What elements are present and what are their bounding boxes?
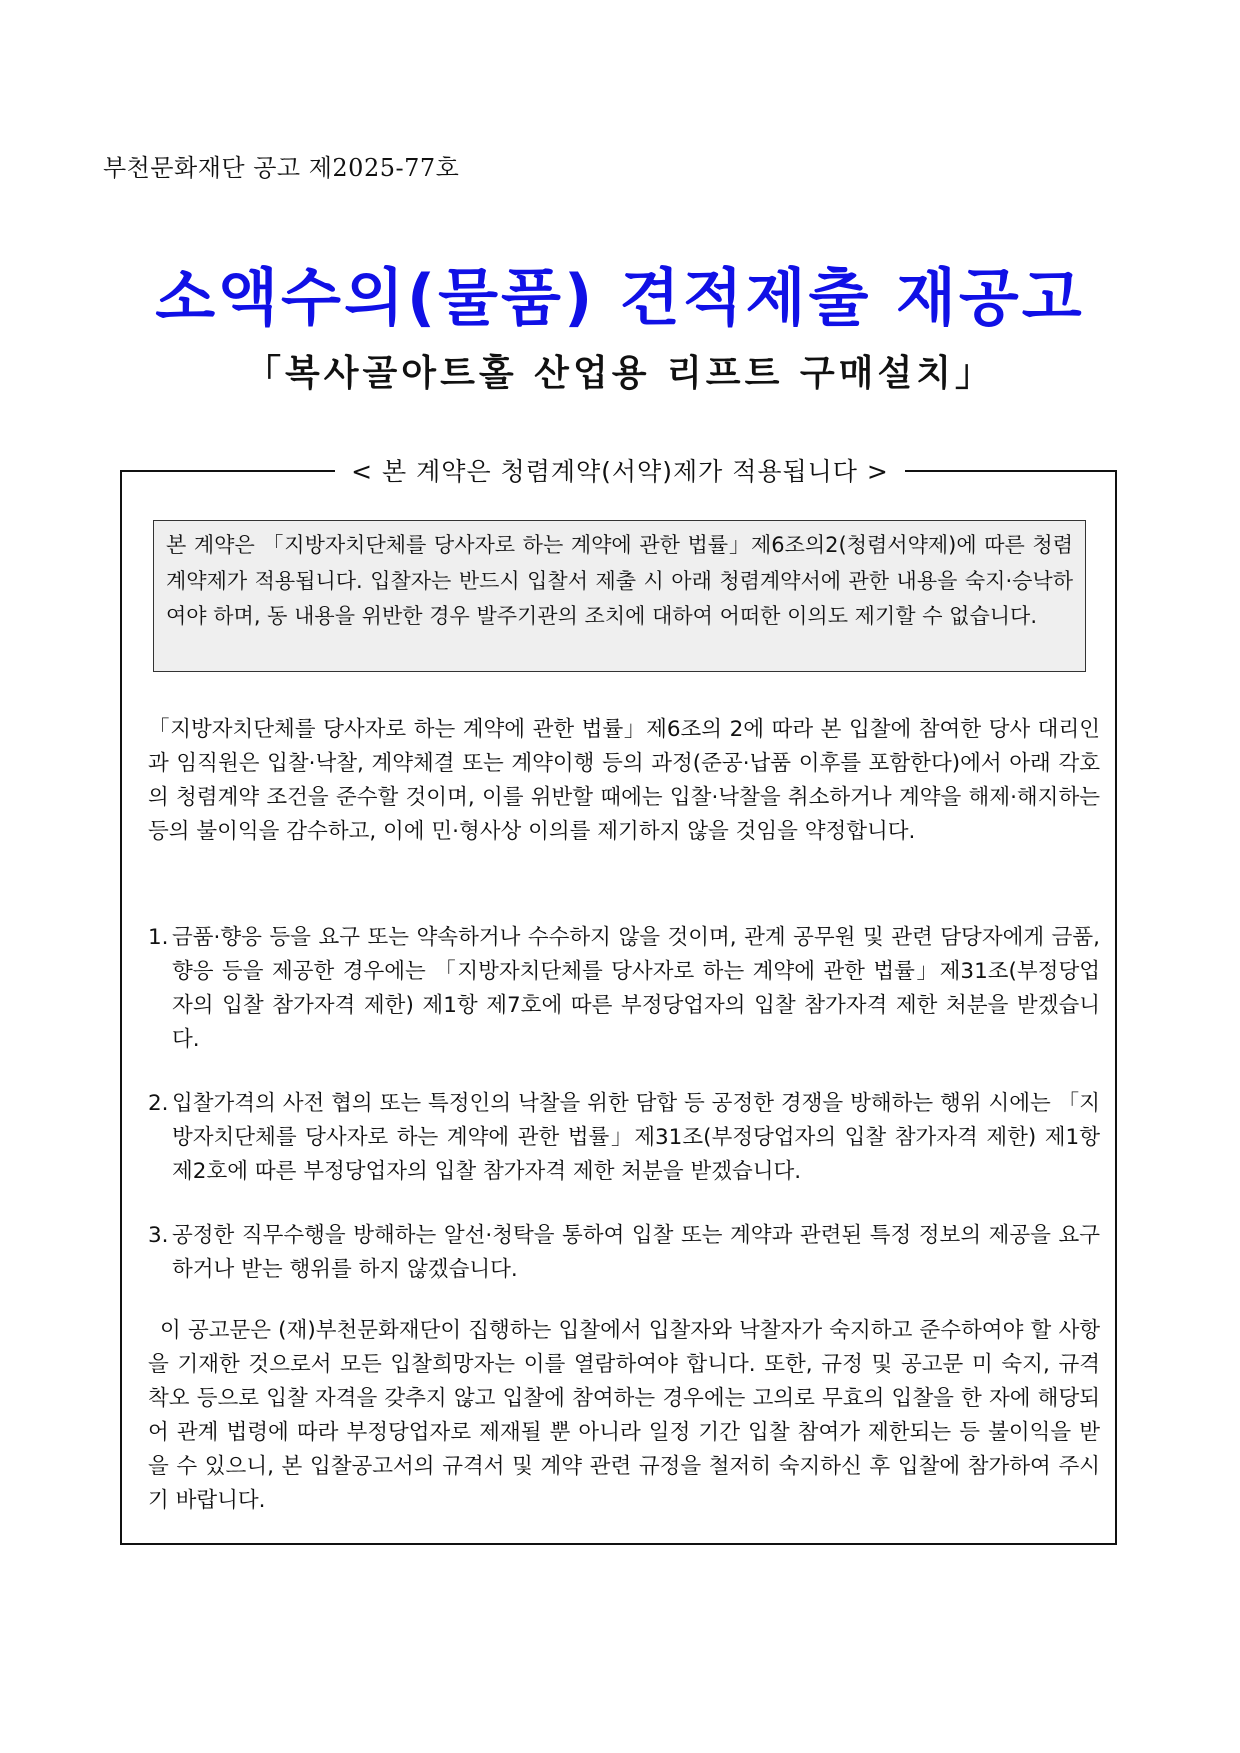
integrity-caption-text: < 본 계약은 청렴계약(서약)제가 적용됩니다 >	[335, 457, 905, 486]
pledge-item-1	[148, 921, 1100, 1057]
integrity-intro-paragraph: 「지방자치단체를 당사자로 하는 계약에 관한 법률」제6조의 2에 따라 본 입찰에 참여한 당사 대리인과 임직원은 입찰·낙찰, 계약체결 또는 계약이행 등의 과정(준공·납품 이후를 포함한다)에서 아래 각호의 청렴계약 조건을 준수할 것이며, 이를 위반할 때에는 입찰·낙찰을 취소하거나 계약을 해제·해지하는 등의 불이익을 감수하고, 이에 민·형사상 이의를 제기하지 않을 것임을 약정합니다.	[148, 717, 1100, 844]
notice-number: 부천문화재단 공고 제2025-77호	[103, 154, 460, 182]
pledge-item-number: 2.	[148, 1091, 169, 1116]
page-title: 소액수의(물품) 견적제출 재공고	[155, 261, 1085, 334]
pledge-item-text: 입찰가격의 사전 협의 또는 특정인의 낙찰을 위한 담합 등 공정한 경쟁을 방해하는 행위 시에는 「지방자치단체를 당사자로 하는 계약에 관한 법률」제31조(부정당업자의 입찰 참가자격 제한) 제1항 제2호에 따른 부정당업자의 입찰 참가자격 제한 처분을 받겠습니다.	[172, 1091, 1100, 1184]
pledge-item-number: 1.	[148, 925, 169, 950]
pledge-item-number: 3.	[148, 1223, 169, 1248]
closing-paragraph: 이 공고문은 (재)부천문화재단이 집행하는 입찰에서 입찰자와 낙찰자가 숙지하고 준수하여야 할 사항을 기재한 것으로서 모든 입찰희망자는 이를 열람하여야 합니다. 또한, 규정 및 공고문 미 숙지, 규격 착오 등으로 입찰 자격을 갖추지 않고 입찰에 참여하는 경우에는 고의로 무효의 입찰을 한 자에 해당되어 관계 법령에 따라 부정당업자로 제재될 뿐 아니라 일정 기간 입찰 참여가 제한되는 등 불이익을 받을 수 있으니, 본 입찰공고서의 규격서 및 계약 관련 규정을 철저히 숙지하신 후 입찰에 참가하여 주시기 바랍니다.	[148, 1318, 1100, 1513]
pledge-item-2	[148, 1087, 1100, 1189]
page-subtitle: 「복사골아트홀 산업용 리프트 구매설치」	[244, 353, 996, 394]
pledge-item-text: 금품·향응 등을 요구 또는 약속하거나 수수하지 않을 것이며, 관계 공무원 및 관련 담당자에게 금품, 향응 등을 제공한 경우에는 「지방자치단체를 당사자로 하는 계약에 관한 법률」제31조(부정당업자의 입찰 참가자격 제한) 제1항 제7호에 따른 부정당업자의 입찰 참가자격 제한 처분을 받겠습니다.	[172, 925, 1100, 1052]
integrity-notice-box: 본 계약은 「지방자치단체를 당사자로 하는 계약에 관한 법률」제6조의2(청렴서약제)에 따른 청렴계약제가 적용됩니다. 입찰자는 반드시 입찰서 제출 시 아래 청렴계약서에 관한 내용을 숙지·승낙하여야 하며, 동 내용을 위반한 경우 발주기관의 조치에 대하여 어떠한 이의도 제기할 수 없습니다.	[153, 520, 1086, 672]
pledge-item-text: 공정한 직무수행을 방해하는 알선·청탁을 통하여 입찰 또는 계약과 관련된 특정 정보의 제공을 요구하거나 받는 행위를 하지 않겠습니다.	[172, 1223, 1100, 1282]
pledge-item-3	[148, 1219, 1100, 1287]
